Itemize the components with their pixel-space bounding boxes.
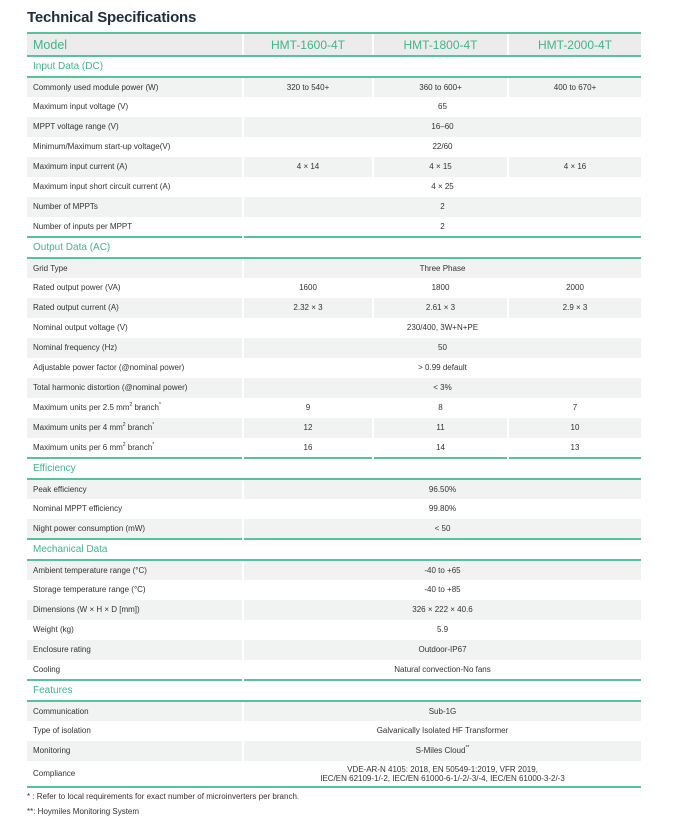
spec-row [27, 298, 641, 318]
spec-label-suffix: branch [125, 442, 153, 452]
spec-value: 16 [243, 438, 373, 458]
spec-label: Grid Type [33, 263, 68, 273]
spec-value: 99.80% [428, 504, 457, 513]
spec-label-cell [27, 278, 243, 298]
spec-value-cell [243, 560, 641, 580]
spec-value: 22/60 [432, 142, 453, 151]
spec-row [27, 378, 641, 398]
spec-row [27, 479, 641, 499]
spec-row [27, 258, 641, 278]
spec-row [27, 580, 641, 600]
section-header-row [27, 680, 641, 701]
spec-label: Maximum input voltage (V) [33, 102, 129, 111]
spec-row [27, 358, 641, 378]
spec-sheet [27, 0, 641, 819]
spec-label: Total harmonic distortion (@nominal power) [33, 383, 188, 392]
spec-value: 1600 [243, 278, 373, 298]
spec-row [27, 197, 641, 217]
section-title: Output Data (AC) [27, 237, 641, 258]
spec-value-cell [243, 217, 641, 237]
spec-label: Nominal MPPT efficiency [33, 504, 123, 513]
page-title: Technical Specifications [27, 9, 197, 26]
section-header-row [27, 539, 641, 560]
spec-value-cell [243, 137, 641, 157]
spec-label: Maximum units per 4 mm [33, 423, 123, 432]
spec-value-cell [243, 97, 641, 117]
spec-label-cell [27, 560, 243, 580]
spec-value: 2000 [508, 278, 641, 298]
spec-table [27, 32, 641, 788]
spec-value: 50 [438, 343, 447, 352]
spec-value-line2: IEC/EN 62109-1/-2, IEC/EN 61000-6-1/-2/-3/-4, IEC/EN 61000-3-2/-3 [320, 773, 565, 783]
spec-value: > 0.99 default [418, 363, 467, 372]
spec-row [27, 278, 641, 298]
spec-value: 2 [440, 202, 445, 211]
spec-row [27, 721, 641, 741]
spec-value: 1800 [373, 278, 508, 298]
spec-value-cell [243, 761, 641, 787]
spec-label-cell [27, 438, 243, 458]
spec-value: Three Phase [419, 263, 466, 273]
spec-label-cell [27, 177, 243, 197]
spec-label: Number of MPPTs [33, 202, 98, 211]
spec-value: 4 × 16 [508, 157, 641, 177]
spec-value: 4 × 15 [373, 157, 508, 177]
spec-label: Nominal frequency (Hz) [33, 343, 118, 352]
spec-value-cell [243, 620, 641, 640]
footnote-marker: ** [465, 745, 470, 751]
spec-label: Night power consumption (mW) [33, 523, 146, 533]
spec-value: 11 [373, 418, 508, 438]
spec-value: Outdoor-IP67 [418, 645, 467, 654]
spec-label-cell [27, 580, 243, 600]
spec-value: Natural convection-No fans [394, 664, 491, 674]
spec-row [27, 660, 641, 680]
spec-label: Nominal output voltage (V) [33, 323, 128, 332]
spec-row [27, 499, 641, 519]
spec-value-cell [243, 660, 641, 680]
spec-value: 360 to 600+ [373, 77, 508, 97]
spec-label: Adjustable power factor (@nominal power) [33, 363, 185, 372]
spec-value: 2 [440, 221, 445, 231]
spec-row [27, 761, 641, 787]
superscript: 2 [129, 402, 133, 408]
spec-value-cell [243, 701, 641, 721]
spec-value: Galvanically Isolated HF Transformer [376, 726, 509, 735]
spec-label: Storage temperature range (°C) [33, 585, 146, 594]
spec-label: Weight (kg) [33, 625, 74, 634]
spec-value-cell [243, 177, 641, 197]
footnote: * : Refer to local requirements for exact number of microinverters per branch. [27, 792, 300, 801]
spec-value: 326 × 222 × 40.6 [412, 605, 473, 614]
model-name: HMT-1600-4T [243, 33, 373, 56]
spec-label-cell [27, 701, 243, 721]
spec-label-suffix: branch [132, 403, 159, 412]
spec-label-cell [27, 600, 243, 620]
spec-label-cell [27, 258, 243, 278]
spec-value: < 50 [434, 523, 451, 533]
spec-row [27, 620, 641, 640]
spec-label-cell [27, 499, 243, 519]
spec-label: Ambient temperature range (°C) [33, 565, 147, 575]
spec-row [27, 137, 641, 157]
spec-value: 4 × 14 [243, 157, 373, 177]
spec-label: Maximum units per 6 mm [33, 442, 123, 452]
spec-row [27, 157, 641, 177]
section-title: Efficiency [27, 458, 641, 479]
spec-row [27, 217, 641, 237]
footnote-marker: * [158, 402, 161, 408]
spec-label-cell [27, 741, 243, 761]
spec-label-suffix: branch [125, 423, 153, 432]
spec-label: Commonly used module power (W) [33, 82, 159, 92]
spec-value: 96.50% [428, 484, 457, 494]
spec-value: 13 [508, 438, 641, 458]
spec-label: Number of inputs per MPPT [33, 221, 133, 231]
spec-label-cell [27, 318, 243, 338]
spec-row [27, 519, 641, 539]
spec-label-cell [27, 378, 243, 398]
footnote: **: Hoymiles Monitoring System [27, 807, 140, 816]
spec-label-cell [27, 97, 243, 117]
spec-value-cell [243, 600, 641, 620]
spec-label-cell [27, 418, 243, 438]
section-title: Mechanical Data [27, 539, 641, 560]
spec-label-cell [27, 398, 243, 418]
spec-value-cell [243, 479, 641, 499]
spec-label: Enclosure rating [33, 645, 91, 654]
section-header-row [27, 56, 641, 77]
spec-label-cell [27, 761, 243, 787]
spec-row [27, 418, 641, 438]
model-name: HMT-2000-4T [508, 33, 641, 56]
spec-row [27, 438, 641, 458]
spec-label: Cooling [33, 664, 61, 674]
section-title: Features [27, 680, 641, 701]
spec-value: 9 [243, 398, 373, 418]
spec-label: Type of isolation [33, 726, 91, 735]
spec-value: 7 [508, 398, 641, 418]
spec-value-cell [243, 117, 641, 137]
spec-label-cell [27, 157, 243, 177]
spec-value: VDE-AR-N 4105: 2018, EN 50549-1:2019, VFR 2019, [347, 764, 538, 774]
spec-label: Rated output current (A) [33, 303, 119, 312]
spec-value: 2.9 × 3 [508, 298, 641, 318]
spec-value-cell [243, 721, 641, 741]
model-header-row [27, 33, 641, 56]
spec-label-cell [27, 721, 243, 741]
spec-label-cell [27, 640, 243, 660]
spec-label: Maximum input current (A) [33, 162, 128, 171]
spec-value-cell [243, 640, 641, 660]
spec-label-cell [27, 620, 243, 640]
spec-label: Dimensions (W × H × D [mm]) [33, 605, 140, 614]
spec-label-cell [27, 338, 243, 358]
spec-row [27, 97, 641, 117]
spec-label: Monitoring [33, 746, 71, 755]
spec-value: 2.61 × 3 [373, 298, 508, 318]
spec-value-cell [243, 197, 641, 217]
spec-label-cell [27, 479, 243, 499]
model-name: HMT-1800-4T [373, 33, 508, 56]
spec-label: Peak efficiency [33, 484, 87, 494]
spec-value: 8 [373, 398, 508, 418]
footnote-marker: * [152, 441, 155, 448]
spec-row [27, 640, 641, 660]
footnotes [27, 789, 641, 819]
spec-label-cell [27, 117, 243, 137]
spec-value: -40 to +65 [424, 565, 461, 575]
spec-label-cell [27, 77, 243, 97]
spec-label: Minimum/Maximum start-up voltage(V) [33, 142, 171, 151]
section-header-row [27, 237, 641, 258]
spec-row [27, 560, 641, 580]
spec-label: Maximum input short circuit current (A) [33, 182, 171, 191]
spec-value: 12 [243, 418, 373, 438]
spec-row [27, 398, 641, 418]
spec-value: 2.32 × 3 [243, 298, 373, 318]
spec-value: 230/400, 3W+N+PE [406, 323, 479, 332]
spec-label-cell [27, 660, 243, 680]
spec-row [27, 741, 641, 761]
spec-label-cell [27, 358, 243, 378]
spec-value: 4 × 25 [431, 182, 454, 191]
section-header-row [27, 458, 641, 479]
spec-value-cell [243, 519, 641, 539]
spec-label-cell [27, 137, 243, 157]
spec-row [27, 318, 641, 338]
spec-row [27, 600, 641, 620]
spec-value: Sub-1G [428, 706, 457, 716]
spec-value: 65 [438, 102, 447, 111]
spec-value: 14 [373, 438, 508, 458]
spec-value: S-Miles Cloud [415, 746, 466, 755]
spec-label-cell [27, 519, 243, 539]
spec-label: Maximum units per 2.5 mm [33, 403, 130, 412]
spec-value: 16–60 [431, 122, 454, 131]
spec-label: MPPT voltage range (V) [33, 122, 119, 131]
spec-label: Rated output power (VA) [33, 283, 121, 292]
spec-value-cell [243, 580, 641, 600]
spec-value: 10 [508, 418, 641, 438]
spec-row [27, 177, 641, 197]
spec-value-cell [243, 258, 641, 278]
spec-row [27, 701, 641, 721]
section-title: Input Data (DC) [27, 56, 641, 77]
spec-value-cell [243, 358, 641, 378]
spec-value: < 3% [433, 383, 452, 392]
spec-row [27, 117, 641, 137]
spec-label: Compliance [33, 769, 76, 778]
spec-value-cell [243, 499, 641, 519]
footnote-marker: * [152, 422, 155, 428]
spec-label-cell [27, 217, 243, 237]
spec-label: Communication [33, 706, 89, 716]
spec-label-cell [27, 298, 243, 318]
spec-label-cell [27, 197, 243, 217]
superscript: 2 [122, 422, 126, 428]
spec-value-cell [243, 378, 641, 398]
spec-value-cell [243, 741, 641, 761]
spec-value: -40 to +85 [424, 585, 461, 594]
spec-value: 400 to 670+ [508, 77, 641, 97]
model-header-label: Model [27, 33, 243, 56]
spec-value-cell [243, 338, 641, 358]
spec-row [27, 77, 641, 97]
superscript: 2 [122, 441, 126, 448]
spec-value: 5.9 [436, 625, 449, 634]
spec-value: 320 to 540+ [243, 77, 373, 97]
spec-row [27, 338, 641, 358]
spec-value-cell [243, 318, 641, 338]
